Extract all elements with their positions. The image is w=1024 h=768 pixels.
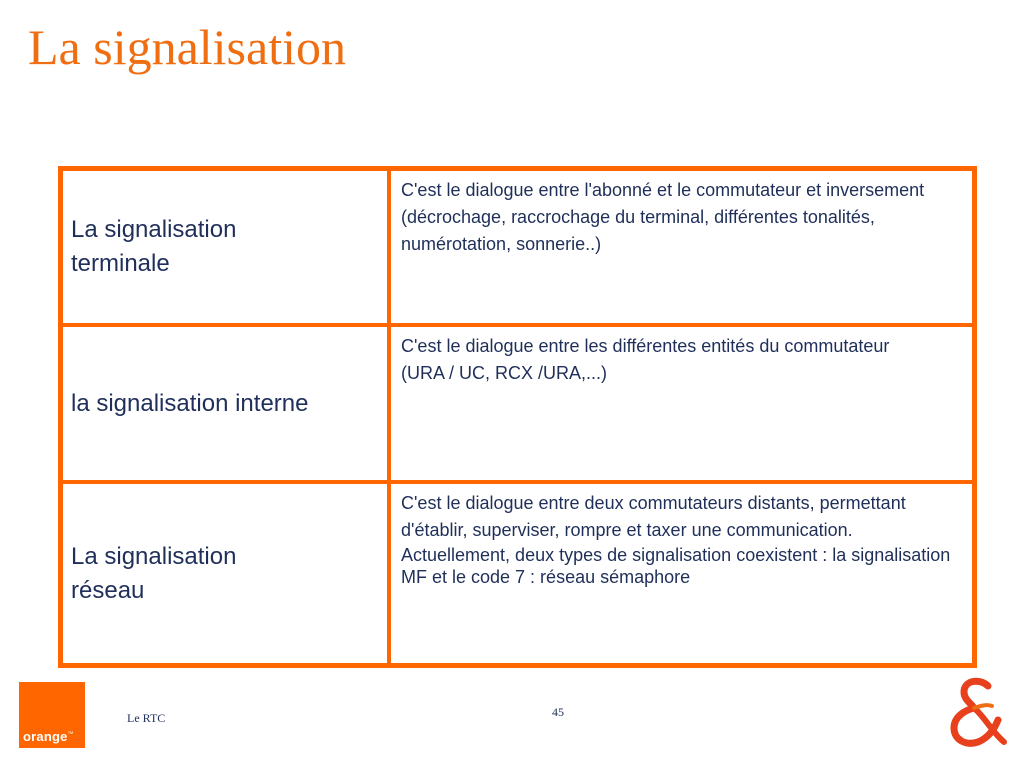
signalisation-table xyxy=(58,166,977,668)
table-row-description xyxy=(391,484,972,663)
table-row-label xyxy=(63,171,391,327)
footer-title: Le RTC xyxy=(127,711,166,725)
description-paragraph: Actuellement, deux types de signalisation coexistent : la signalisation MF et le code 7 : réseau sémaphore xyxy=(401,545,951,587)
label-line: réseau xyxy=(71,576,145,604)
table-row-description xyxy=(391,171,972,327)
description-paragraph: C'est le dialogue entre l'abonné et le commutateur et inversement (décrochage, raccrochage du terminal, différentes tonalités, numérotation, sonnerie..) xyxy=(401,180,925,254)
page-number: 45 xyxy=(552,705,564,719)
description-paragraph: C'est le dialogue entre les différentes entités du commutateur xyxy=(401,336,890,356)
slide-title: La signalisation xyxy=(28,19,346,75)
label-line: la signalisation interne xyxy=(71,389,309,417)
logo-text: orange™ xyxy=(23,729,74,744)
table-row-label xyxy=(63,327,391,484)
label-line: terminale xyxy=(71,250,170,277)
orange-logo xyxy=(19,682,85,748)
table-row-label xyxy=(63,484,391,663)
ampersand-logo-icon xyxy=(944,676,1008,748)
description-paragraph: C'est le dialogue entre deux commutateurs distants, permettant d'établir, superviser, rompre et taxer une communication. xyxy=(401,493,906,540)
label-line: La signalisation xyxy=(71,542,237,570)
label-line: La signalisation xyxy=(71,216,237,243)
table-row-description xyxy=(391,327,972,484)
description-paragraph: (URA / UC, RCX /URA,...) xyxy=(401,363,608,383)
